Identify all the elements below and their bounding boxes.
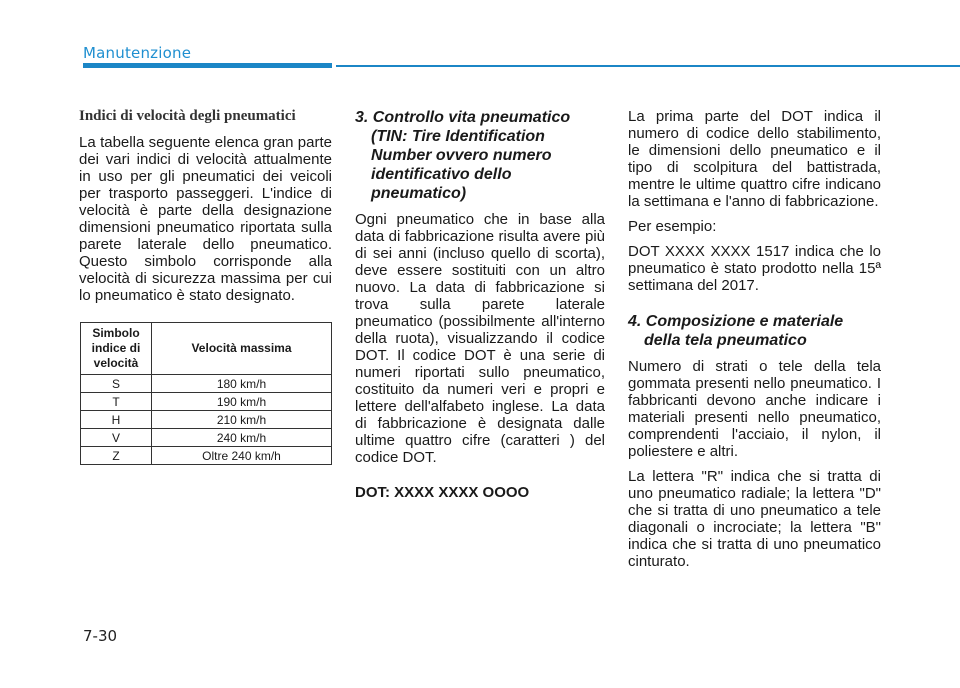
section-title: Manutenzione	[83, 44, 192, 62]
column-left	[79, 108, 332, 312]
table-header-row	[81, 323, 332, 375]
table-row	[81, 375, 332, 393]
tire-type-paragraph: La lettera "R" indica che si tratta di uno pneumatico radiale; la lettera "D" che si tratta di uno pneumatico a tele diagonali o incrociate; la lettera "B" indica che si tratta di uno pneumatico cinturato.	[628, 468, 881, 570]
table-cell-symbol: T	[81, 393, 152, 411]
table-cell-speed: 240 km/h	[152, 429, 332, 447]
ply-composition-heading-title: 4. Composizione e materiale	[628, 313, 844, 330]
ply-composition-paragraph: Numero di strati o tele della tela gommata presenti nello pneumatico. I fabbricanti devono anche indicare i materiali presenti nello pneumatico, comprendenti l'acciaio, il nylon, il poliestere e altri.	[628, 358, 881, 460]
table-cell-speed: Oltre 240 km/h	[152, 447, 332, 465]
table-cell-symbol: S	[81, 375, 152, 393]
ply-composition-heading	[628, 312, 881, 350]
dot-code-example: DOT: XXXX XXXX OOOO	[355, 484, 530, 501]
page-number: 7-30	[83, 627, 118, 645]
table-header-speed: Velocità massima	[152, 323, 332, 375]
dot-explanation-paragraph: La prima parte del DOT indica il numero di codice dello stabilimento, le dimensioni dello pneumatico e il tipo di scolpitura del battistrada, mentre le ultime quattro cifre indicano la settimana e l'anno di fabbricazione.	[628, 108, 881, 210]
tire-life-heading-title: 3. Controllo vita pneumatico	[355, 109, 571, 126]
speed-index-heading: Indici di velocità degli pneumatici	[79, 108, 296, 124]
table-cell-symbol: V	[81, 429, 152, 447]
tire-life-heading-subtitle: (TIN: Tire Identification Number ovvero numero identificativo dello pneumatico)	[371, 128, 552, 202]
example-paragraph: DOT XXXX XXXX 1517 indica che lo pneumatico è stato prodotto nella 15ª settimana del 2017.	[628, 243, 881, 294]
speed-index-table	[80, 322, 332, 465]
ply-composition-heading-subtitle: della tela pneumatico	[644, 332, 807, 349]
table-header-symbol: Simbolo indice di velocità	[81, 323, 152, 375]
speed-index-paragraph: La tabella seguente elenca gran parte dei vari indici di velocità attualmente in uso per gli pneumatici dei veicoli per trasporto passeggeri. L'indice di velocità è parte della designazione dimensioni pneumatico riportata sulla parete laterale dello pneumatico. Questo simbolo corrisponde alla velocità di sicurezza massima per cui lo pneumatico è stato designato.	[79, 134, 332, 304]
table-row	[81, 447, 332, 465]
table-cell-symbol: Z	[81, 447, 152, 465]
table-row	[81, 429, 332, 447]
table-row	[81, 393, 332, 411]
table-cell-speed: 180 km/h	[152, 375, 332, 393]
tire-life-heading	[355, 108, 605, 203]
example-label: Per esempio:	[628, 218, 717, 235]
header-rule-accent	[83, 63, 332, 68]
column-right	[628, 108, 881, 578]
table-cell-speed: 190 km/h	[152, 393, 332, 411]
table-cell-symbol: H	[81, 411, 152, 429]
tire-life-paragraph: Ogni pneumatico che in base alla data di fabbricazione risulta avere più di sei anni (incluso quello di scorta), deve essere sostituiti con un altro nuovo. La data di fabbricazione si trova sulla parete laterale pneumatico (possibilmente all'interno della ruota), visualizzando il codice DOT. Il codice DOT è una serie di numeri riportati sullo pneumatico, costituito da numeri veri e propri e lettere dell'alfabeto inglese. La data di fabbricazione è designata dalle ultime quattro cifre (caratteri ) del codice DOT.	[355, 211, 605, 466]
header-rule	[336, 65, 960, 67]
table-cell-speed: 210 km/h	[152, 411, 332, 429]
table-row	[81, 411, 332, 429]
column-middle	[355, 108, 605, 509]
